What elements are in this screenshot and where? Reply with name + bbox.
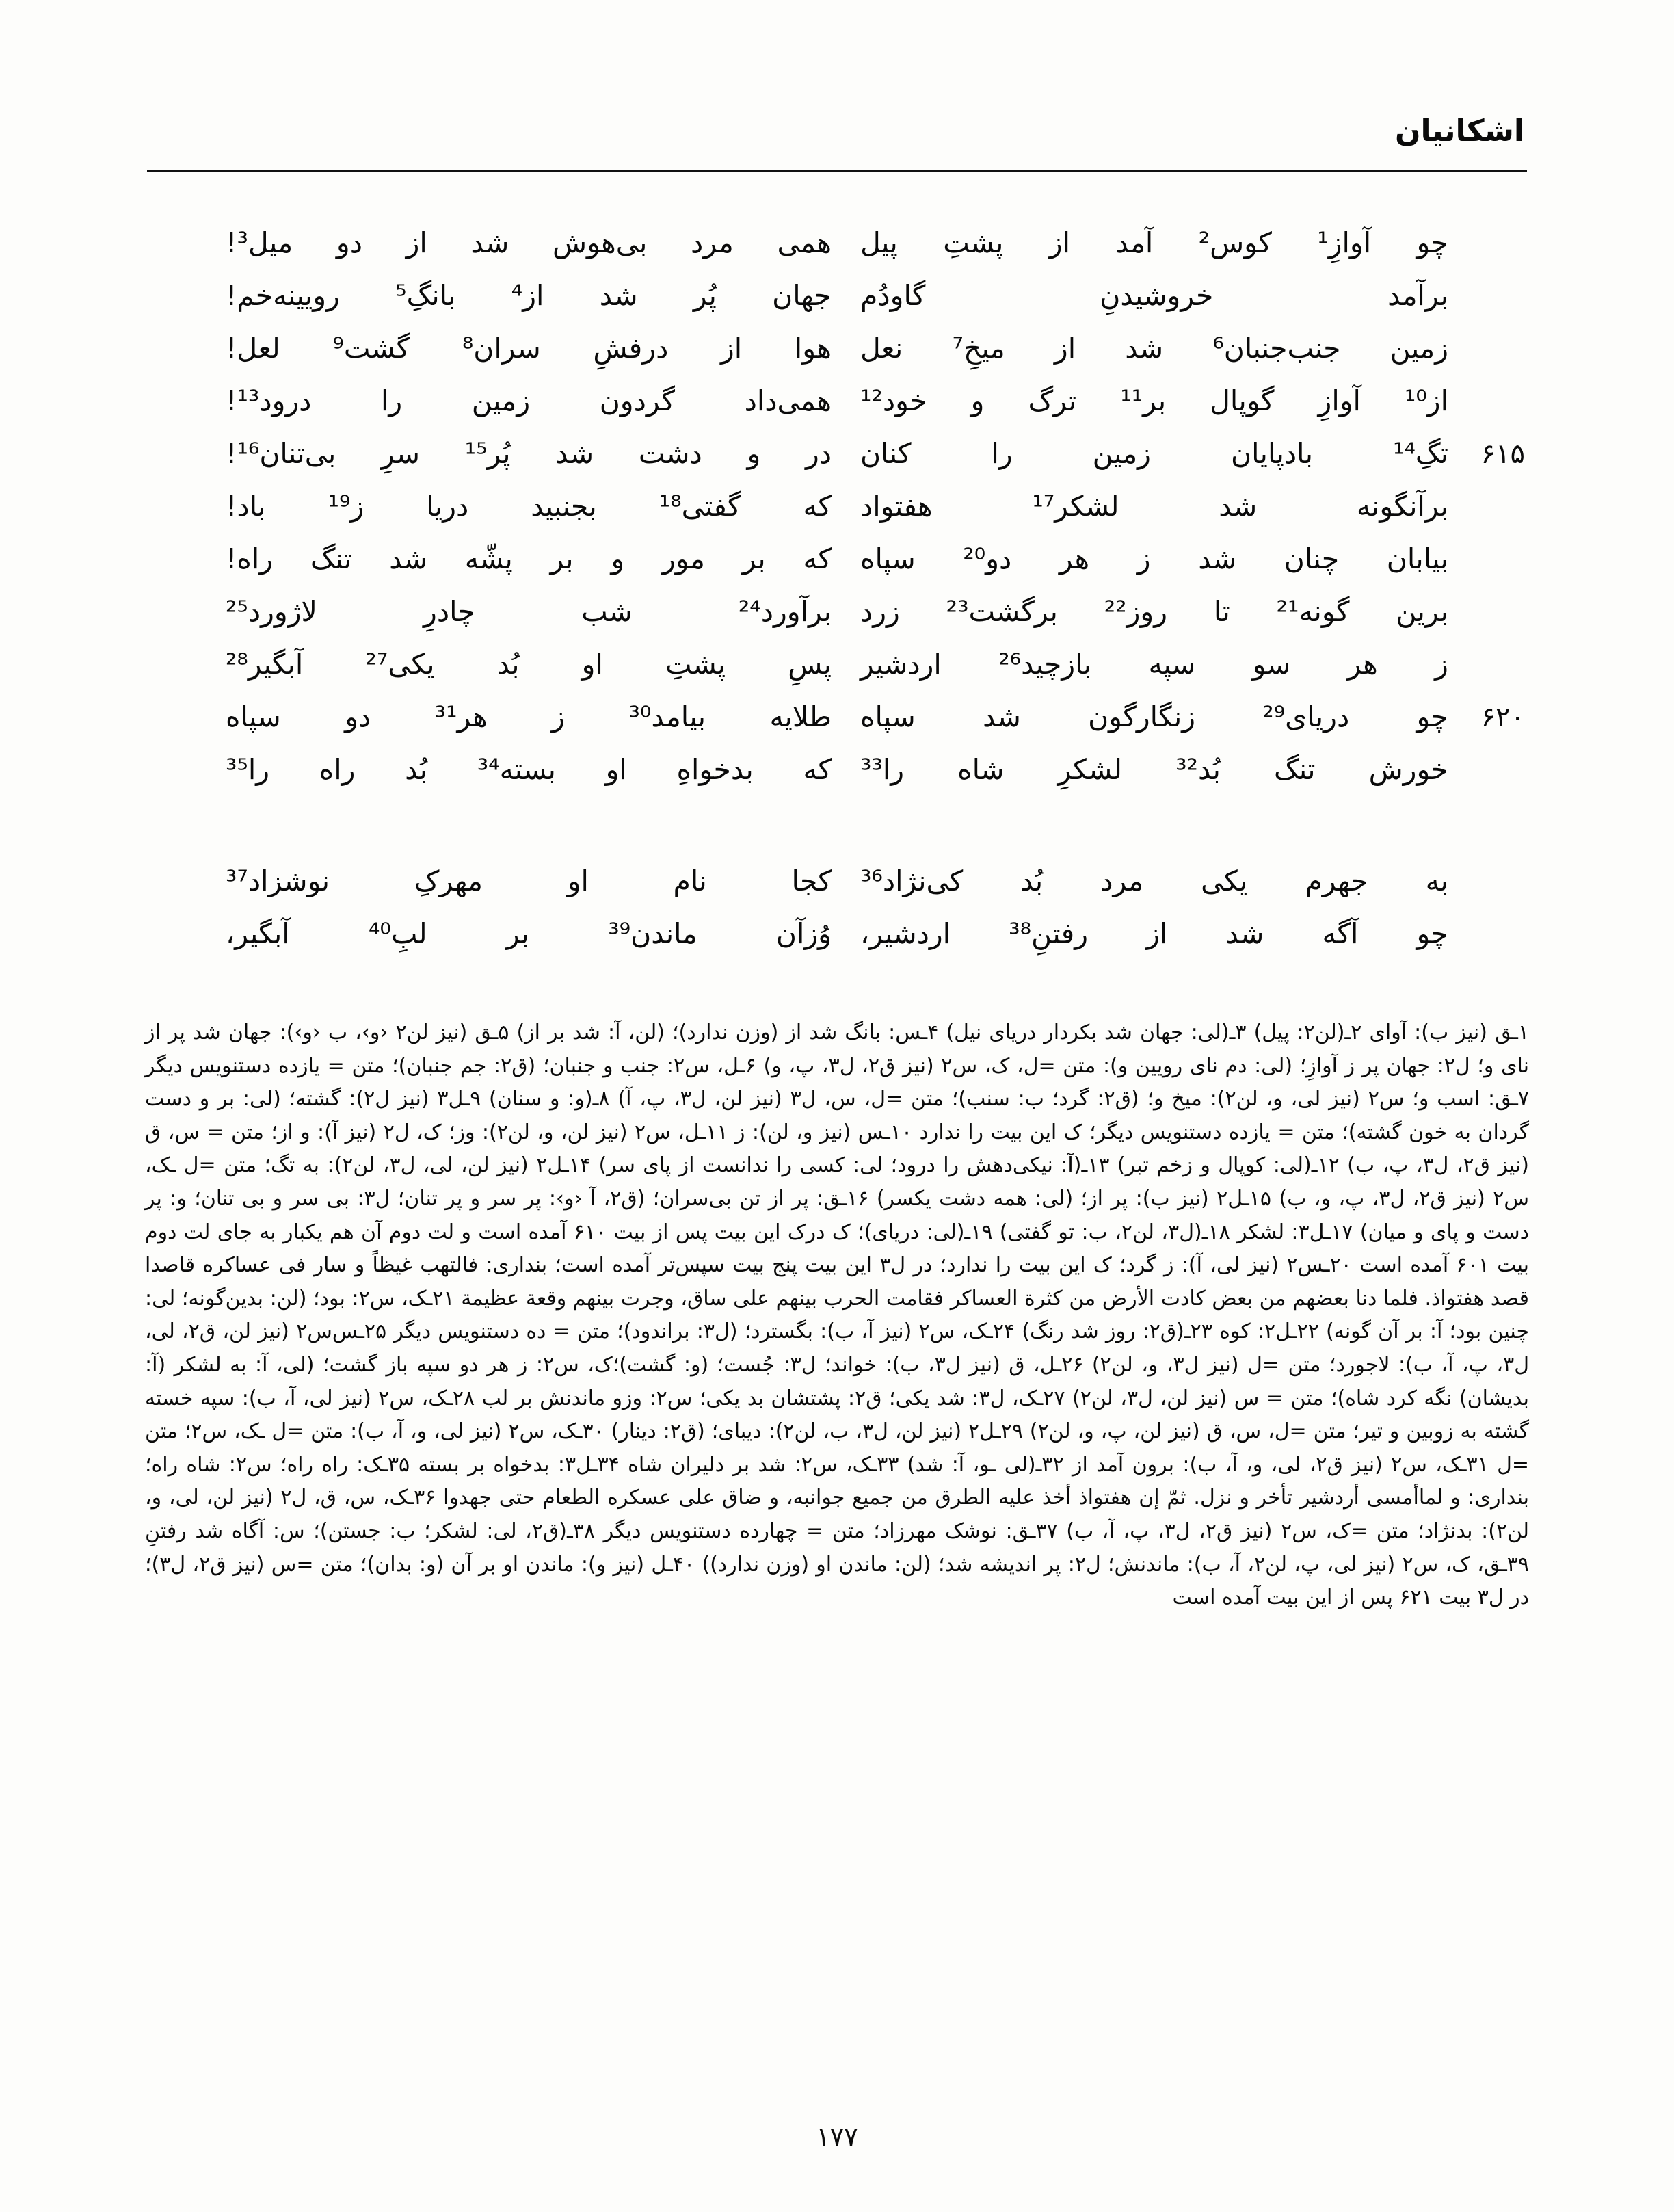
hemistich-right (837, 278, 1448, 313)
hemistich-text: هوا از درفشِ سران⁸ گشت⁹ لعل! (226, 332, 832, 365)
hemistich-left (226, 864, 837, 898)
hemistich-text: وُزآن ماندن³⁹ بر لبِ⁴⁰ آبگیر، (226, 917, 832, 951)
couplet (226, 594, 1448, 629)
stanza-separator (226, 805, 1448, 864)
hemistich-right (837, 917, 1448, 951)
hemistich-right (837, 594, 1448, 629)
critical-apparatus (145, 1016, 1529, 1615)
couplet (226, 700, 1525, 734)
hemistich-right (837, 489, 1448, 523)
hemistich-text: زمین جنب‌جنبان⁶ شد از میخِ⁷ نعل (860, 332, 1449, 365)
hemistich-text: طلایه بیامد³⁰ ز هر³¹ دو سپاه (226, 700, 832, 734)
hemistich-right (837, 700, 1525, 734)
apparatus-note: ۱ـق (نیز ب): آوای ۲ـ(لن٢: پیل) ۳ـ(لی: جهان شد بکردار دریای نیل) ۴ـس: بانگ شد از (وزن ندارد)؛ (لن، آ: شد بر از) ۵ـق (نیز لن٢ ‹و›، ب ‹و›): جهان شد پر از نای و؛ ل٢: جهان پر ز آوازِ؛ (لی: دم نای رویین و): متن =ل، ک، س٢ (نیز ق٢، ل٣، پ، و) ۶ـل، س٢: جنب و جنبان؛ (ق٢: جم جنبان)؛ متن = یازده دستنویس دیگر ۷ـق: اسب و؛ س٢ (نیز لی، و، لن٢): میخ و؛ (ق٢: گرد؛ ب: سنب)؛ متن =ل، س، ل٣ (نیز لن، ل٣، پ، آ) ۸ـ(و: و سنان) ۹ـل٣ (نیز ل٢): گشته؛ (لی: بر و دست گردان به خون گشته)؛ متن = یازده دستنویس دیگر؛ ک این بیت را ندارد ۱۰ـس (نیز و، لن): ز ۱۱ـل، س٢ (نیز لن، و، لن٢): وز؛ ک، ل٢ (نیز آ): و از؛ متن = س، ق (نیز ق٢، ل٣، پ، ب) ۱۲ـ(لی: کوپال و زخم تبر) ۱۳ـ(آ: نیکی‌دهش را درود؛ لی: کسی را ندانست از پای سر) ۱۴ـل٢ (نیز لن، لی، ل٣، لن٢): به تگ؛ متن =ل ـک، س٢ (نیز ق٢، ل٣، پ، و، ب) ۱۵ـل٢ (نیز ب): پر از؛ (لی: همه دشت یکسر) ۱۶ـق: پر از تن بی‌سران؛ (ق٢، آ ‹و›: پر سر و پر تنان؛ ل٣: بی سر و بی تنان؛ و: پر دست و پای و میان) ۱۷ـل٣: لشکر ۱۸ـ(ل٣، لن٢، ب: تو گفتی) ۱۹ـ(لی: دریای)؛ ک درک این بیت پس از بیت ۶۱۰ آمده است و لت دوم آن هم یکبار به جای لت دوم بیت ۶۰۱ آمده است ۲۰ـس٢ (نیز لی، آ): ز گرد؛ ک این بیت را ندارد؛ در ل٣ این بیت پنج بیت سپس‌تر آمده است؛ بنداری: فالتهب غیظاً و سار فی عساکره قاصدا قصد هفتواذ. فلما دنا بعضهم من بعض کادت الأرض من کثرة العساکر فقامت الحرب بینهم علی ساق، وجرت بینهم وقعة عظیمة ۲۱ـک، س٢: بود؛ (لن: بدین‌گونه؛ لی: چنین بود؛ آ: بر آن گونه) ۲۲ـل٢: کوه ۲۳ـ(ق٢: روز شد رنگ) ۲۴ـک، س٢ (نیز آ، ب): بگسترد؛ (ل٣: براندود)؛ متن = ده دستنویس دیگر ۲۵ـس‌س٢ (نیز لن، ق٢، لی، ل٣، پ، آ، ب): لاجورد؛ متن =ل (نیز ل٣، و، لن٢) ۲۶ـل، ق (نیز ل٣، ب): خواند؛ ل٣: جُست؛ (و: گشت)؛ک، س٢: ز هر دو سپه باز گشت؛ (لی، آ: به لشکر (آ: بدیشان) نگه کرد شاه)؛ متن = س (نیز لن، ل٣، لن٢) ۲۷ـک، ل٣: شد یکی؛ ق٢: پشتشان بد یکی؛ س٢: وزو ماندنش بر لب ۲۸ـک، س٢ (نیز لی، آ، ب): سپه خسته گشته به زوبین و تیر؛ متن =ل، س، ق (نیز لن، پ، و، لن٢) ۲۹ـل٢ (نیز لن، ل٣، ب، لن٢): دیبای؛ (ق٢: دینار) ۳۰ـک، س٢ (نیز لی، و، آ، ب): متن =ل ـک، س٢؛ متن =ل ۳۱ـک، س٢ (نیز ق٢، لی، و، آ، ب): برون آمد از ۳۲ـ(لی ـو، آ: شد) ۳۳ـک، س٢: شد بر دلیران شاه ۳۴ـل٣: بدخواه بر بسته ۳۵ـک: راه راه؛ س٢: شاه راه؛ بنداری: و لماأمسی أردشیر تأخر و نزل. ثمّ إن هفتواذ أخذ علیه الطرق من جمیع جوانبه، و ضاق علی عسکره الطعام حتی جهدوا ۳۶ـک، س، ق، ل٢ (نیز لن، لی، و، لن٢): بدنژاد؛ متن =ک، س٢ (نیز ق٢، ل٣، پ، آ، ب) ۳۷ـق: نوشک مهرزاد؛ متن = چهارده دستنویس دیگر ۳۸ـ(ق٢، لی: لشکر؛ ب: جستن)؛ س: آگاه شد رفتنِ ۳۹ـق، ک، س٢ (نیز لی، پ، لن٢، آ، ب): ماندنش؛ ل٢: پر اندیشه شد؛ (لن: ماندن او (وزن ندارد)) ۴۰ـل (نیز و): ماندن او بر آن (و: بدان)؛ متن =س (نیز ق٢، ل٣)؛ در ل٣ بیت ۶۲۱ پس از این بیت آمده است (145, 1021, 1530, 1610)
hemistich-right (837, 752, 1448, 787)
hemistich-text: خورش تنگ بُد³² لشکرِ شاه را³³ (860, 753, 1448, 787)
hemistich-text: که بدخواهِ او بسته³⁴ بُد راه را³⁵ (226, 753, 832, 787)
hemistich-left (226, 384, 837, 418)
hemistich-text: تگِ¹⁴ بادپایان زمین را کنان (860, 437, 1448, 471)
running-head: اشکانیان (1394, 114, 1524, 148)
hemistich-right (837, 331, 1448, 365)
hemistich-text: چو آوازِ¹ کوس² آمد از پشتِ پیل (860, 226, 1448, 259)
hemistich-text: همی مرد بی‌هوش شد از دو میل³! (226, 226, 832, 259)
hemistich-text: به جهرم یکی مرد بُد کی‌نژاد³⁶ (860, 865, 1448, 898)
hemistich-right (837, 226, 1448, 260)
hemistich-text: ز هر سو سپه بازچید²⁶ اردشیر (860, 648, 1448, 681)
hemistich-text: که گفتی¹⁸ بجنبید دریا ز¹⁹ باد! (226, 490, 832, 523)
couplet (226, 489, 1448, 523)
hemistich-left (226, 647, 837, 681)
page-header (147, 116, 1527, 178)
hemistich-text: کجا نام او مهرکِ نوشزاد³⁷ (226, 865, 832, 898)
hemistich-text: بیابان چنان شد ز هر دو²⁰ سپاه (860, 542, 1448, 576)
hemistich-left (226, 436, 837, 471)
hemistich-left (226, 752, 837, 787)
hemistich-right (837, 647, 1448, 681)
hemistich-right (837, 542, 1448, 576)
header-rule (147, 170, 1527, 172)
hemistich-text: چو آگه شد از رفتنِ³⁸ اردشیر، (860, 917, 1448, 951)
hemistich-text: پسِ پشتِ او بُد یکی²⁷ آبگیر²⁸ (226, 648, 832, 681)
hemistich-left (226, 226, 837, 260)
couplet (226, 226, 1448, 260)
hemistich-right (837, 864, 1448, 898)
hemistich-right (837, 436, 1525, 471)
bayt-number: ۶۲۰ (1480, 702, 1525, 734)
bayt-number: ۶۱۵ (1480, 438, 1525, 471)
hemistich-text: چو دریای²⁹ زنگارگون شد سپاه (860, 700, 1448, 734)
couplet (226, 647, 1448, 681)
couplet (226, 331, 1448, 365)
hemistich-text: از¹⁰ آوازِ گوپال بر¹¹ ترگ و خود¹² (860, 384, 1448, 418)
hemistich-text: برآورد²⁴ شب چادرِ لاژورد²⁵ (226, 595, 832, 629)
couplet (226, 864, 1448, 898)
hemistich-text: جهان پُر شد از⁴ بانگِ⁵ رویینه‌خم! (226, 279, 832, 313)
hemistich-left (226, 542, 837, 576)
hemistich-left (226, 489, 837, 523)
hemistich-left (226, 700, 837, 734)
hemistich-right (837, 384, 1448, 418)
couplet (226, 752, 1448, 787)
hemistich-left (226, 917, 837, 951)
hemistich-text: برآنگونه شد لشکر¹⁷ هفتواد (860, 490, 1448, 523)
hemistich-text: همی‌داد گردون زمین را درود¹³! (226, 384, 832, 418)
couplet (226, 384, 1448, 418)
hemistich-text: در و دشت شد پُر¹⁵ سرِ بی‌تنان¹⁶! (226, 437, 832, 471)
verse-body (226, 226, 1525, 969)
couplet (226, 917, 1448, 951)
hemistich-left (226, 331, 837, 365)
couplet (226, 278, 1448, 313)
couplet (226, 542, 1448, 576)
hemistich-text: که بر مور و بر پشّه شد تنگ راه! (226, 542, 832, 576)
page-number: ۱۷۷ (816, 2122, 858, 2152)
couplet (226, 436, 1525, 471)
hemistich-text: برآمد خروشیدنِ گاودُم (860, 279, 1448, 313)
hemistich-text: برین گونه²¹ تا روز²² برگشت²³ زرد (860, 595, 1448, 629)
hemistich-left (226, 278, 837, 313)
hemistich-left (226, 594, 837, 629)
